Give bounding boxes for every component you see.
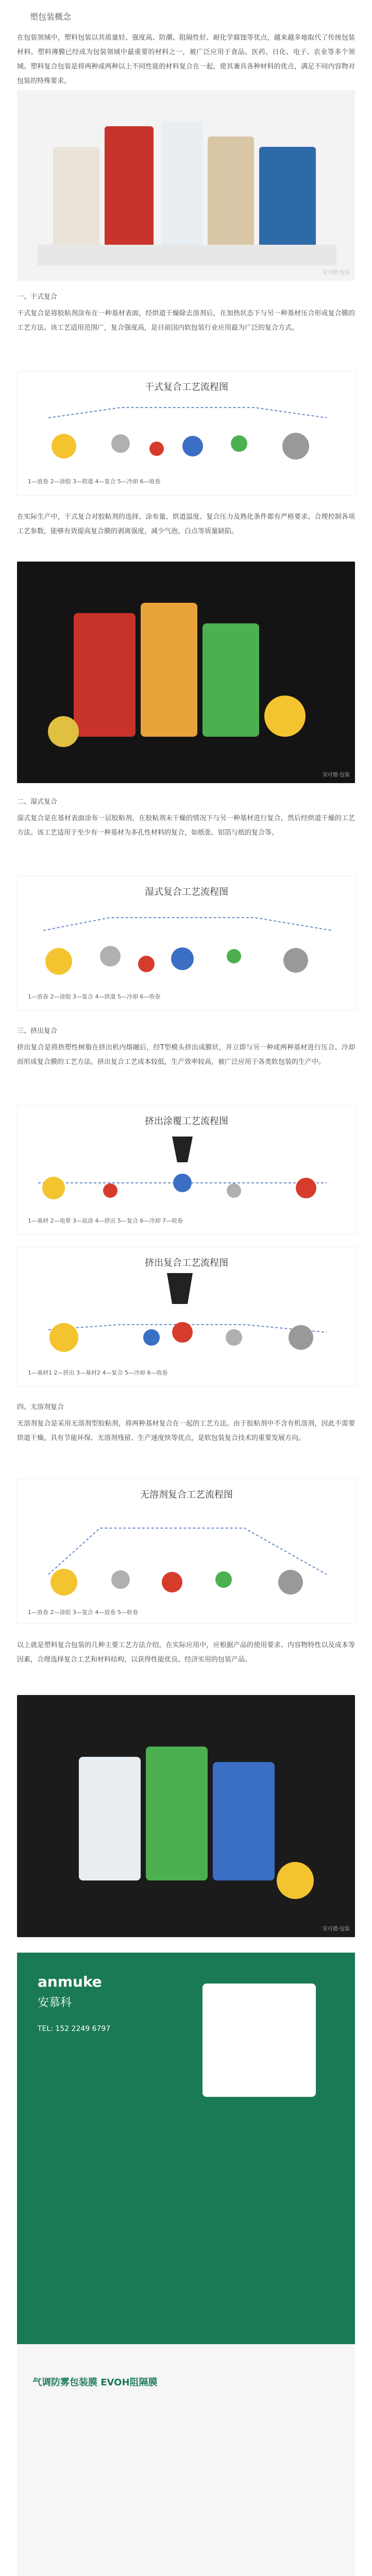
section-heading-dry: 一、干式复合 xyxy=(17,293,58,301)
ad-products xyxy=(17,2344,355,2576)
photo-watermark: 安可德·包装 xyxy=(322,1926,350,1932)
summary-paragraph: 以上就是塑料复合包装的几种主要工艺方法介绍。在实际应用中，应根据产品的使用要求、内容物特性以及成本等因素，合理选择复合工艺和材料结构，以获得性能优良、经济实用的包装产品。 xyxy=(17,1641,355,1664)
ad-header xyxy=(17,1953,355,2344)
solventless-diagram xyxy=(17,1479,356,1624)
section-heading-solventless: 四、无溶剂复合 xyxy=(17,1403,64,1411)
diagram-legend: 1—放卷 2—涂胶 3—烘道 4—复合 5—冷却 6—收卷 xyxy=(28,478,161,485)
diagram-title: 湿式复合工艺流程图 xyxy=(145,887,228,897)
extrusion-lamination-diagram xyxy=(17,1247,356,1387)
diagram-title: 无溶剂复合工艺流程图 xyxy=(140,1489,233,1500)
wet-lamination-diagram xyxy=(17,876,356,1011)
page-title: 塑包装概念 xyxy=(30,12,72,22)
diagram-title: 挤出涂覆工艺流程图 xyxy=(145,1116,228,1127)
section-heading-extrusion: 三、挤出复合 xyxy=(17,1027,58,1035)
extrusion-coating-diagram xyxy=(17,1105,356,1235)
advertisement-poster xyxy=(17,1953,355,2576)
dry-lamination-diagram xyxy=(17,371,356,496)
section-heading-wet: 二、湿式复合 xyxy=(17,798,58,806)
diagram-legend: 1—放卷 2—涂胶 3—复合 4—放卷 5—收卷 xyxy=(28,1609,138,1616)
solventless-paragraph: 无溶剂复合是采用无溶剂型胶粘剂，将两种基材复合在一起的工艺方法。由于胶粘剂中不含有机溶剂，因此不需要烘道干燥，具有节能环保、无溶剂残留、生产速度快等优点，是软包装复合技术的重要发展方向。 xyxy=(17,1420,355,1442)
diagram-title: 挤出复合工艺流程图 xyxy=(145,1258,228,1268)
product-photo-2 xyxy=(17,562,355,783)
ad-tel: TEL: 152 2249 6797 xyxy=(38,2025,111,2033)
extrusion-paragraph: 挤出复合是将热塑性树脂在挤出机内熔融后，经T型模头挤出成膜状，并立即与另一种或两种基材进行压合、冷却而形成复合膜的工艺方法。挤出复合工艺成本较低，生产效率较高，被广泛应用于各类软包装的生产中。 xyxy=(17,1044,355,1066)
photo-watermark: 安可德·包装 xyxy=(322,772,350,778)
dry-lamination-paragraph: 干式复合是将胶粘剂涂布在一种基材表面，经烘道干燥除去溶剂后，在加热状态下与另一种基材压合形成复合膜的工艺方法。该工艺适用范围广，复合强度高，是目前国内软包装行业应用最为广泛的复合方式。 xyxy=(17,310,355,332)
ad-brand-cn: 安慕科 xyxy=(38,1996,72,2009)
ad-qr-code xyxy=(202,1984,316,2097)
intro-paragraph: 在包装领域中，塑料包装以其质量轻、强度高、防潮、阻隔性好、耐化学腐蚀等优点，越来越多地取代了传统包装材料。塑料薄膜已经成为包装领域中最重要的材料之一，被广泛应用于食品、医药、日化、电子、农业等多个领域。塑料复合包装是将两种或两种以上不同性能的材料复合在一起，使其兼具各种材料的优点，满足不同内容物对包装的特殊要求。 xyxy=(17,34,355,85)
diagram-title: 干式复合工艺流程图 xyxy=(145,382,228,393)
photo-watermark: 安可德·包装 xyxy=(322,270,350,276)
diagram-legend: 1—放卷 2—涂胶 3—复合 4—烘道 5—冷却 6—收卷 xyxy=(28,993,161,1000)
diagram-legend: 1—基材1 2—挤出 3—基材2 4—复合 5—冷却 6—收卷 xyxy=(28,1369,168,1376)
ad-product-1: 气调防雾包装膜 EVOH阻隔膜 xyxy=(32,2377,158,2388)
ad-brand: anmuke xyxy=(38,1973,102,1990)
dry-lamination-detail: 在实际生产中，干式复合对胶粘剂的选择、涂布量、烘道温度、复合压力及熟化条件都有严格要求。合理控制各项工艺参数，能够有效提高复合膜的剥离强度，减少气泡、白点等质量缺陷。 xyxy=(17,513,355,535)
product-photo-3 xyxy=(17,1695,355,1937)
wet-lamination-paragraph: 湿式复合是在基材表面涂布一层胶粘剂，在胶粘剂未干燥的情况下与另一种基材进行复合，然后经烘道干燥的工艺方法。该工艺适用于至少有一种基材为多孔性材料的复合，如纸张、铝箔与纸的复合等。 xyxy=(17,815,355,837)
diagram-legend: 1—基材 2—电晕 3—底涂 4—挤出 5—复合 6—冷却 7—收卷 xyxy=(28,1217,183,1224)
product-photo-1 xyxy=(17,90,355,281)
